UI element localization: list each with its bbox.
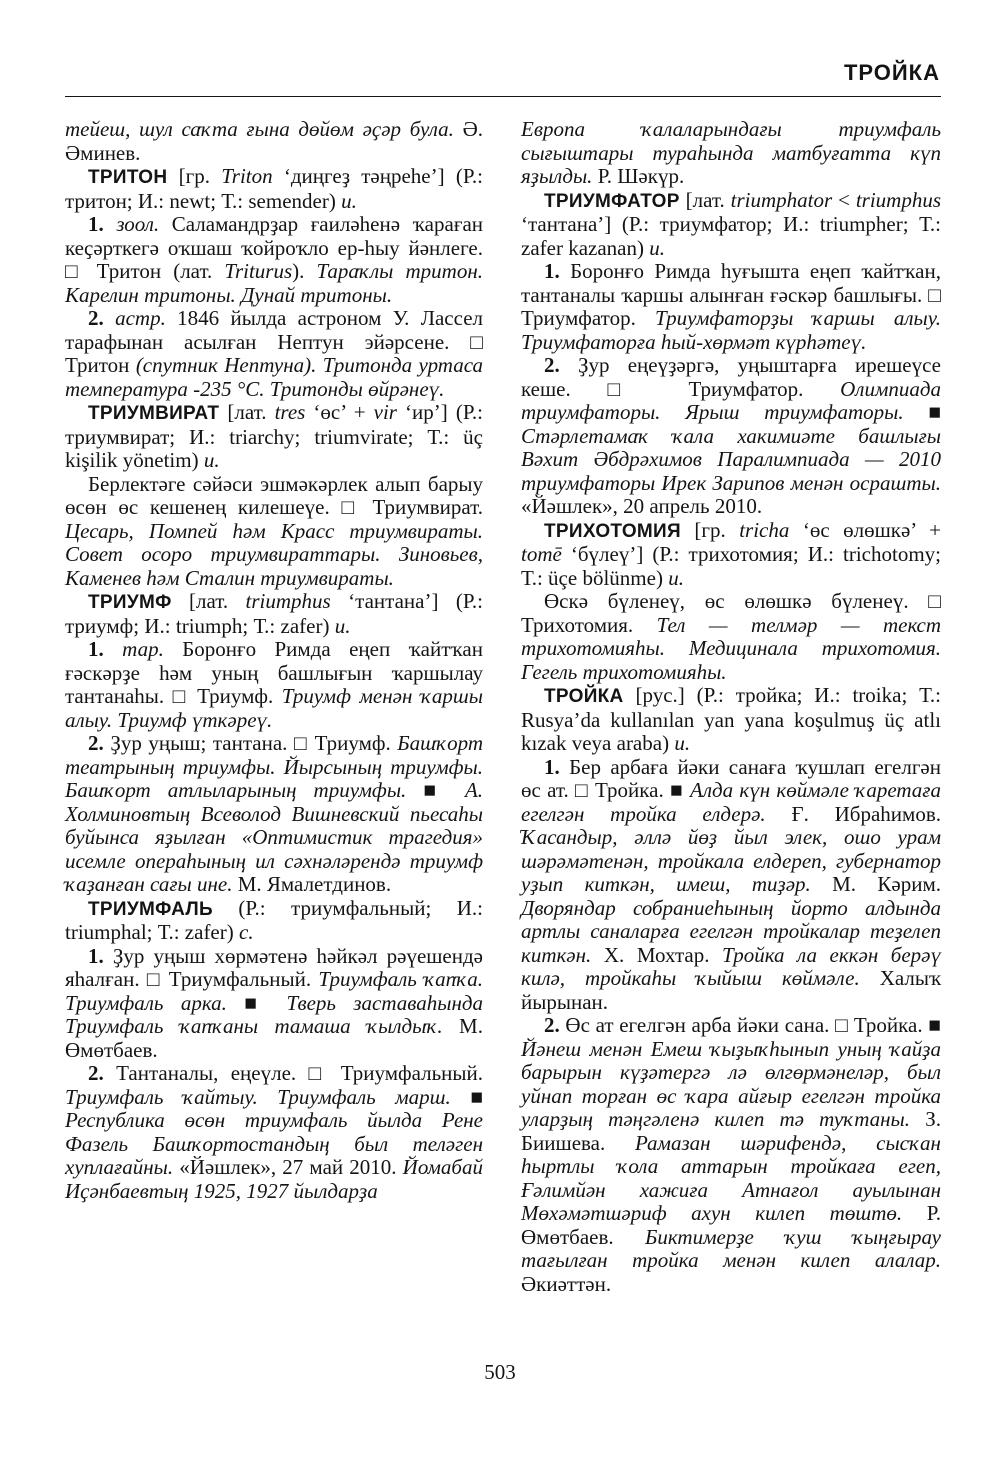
sense-number: 2. [544, 353, 560, 377]
italic-text: Йомабай Иҫәнбаевтың 1925, 1927 йылдарҙа [65, 1155, 483, 1203]
sense-number: 1. [88, 943, 104, 968]
header-rule [65, 96, 941, 97]
plain-text: (Р.: триумфальный; И.: triumphal; Т.: zafer) [65, 895, 483, 944]
plain-text: М. Кәрим. [810, 872, 941, 896]
plain-text: [гр. [167, 164, 222, 188]
italic-text: triumphus [245, 589, 331, 613]
plain-text: [лат. [679, 187, 731, 212]
italic-text: зоол. [116, 212, 160, 236]
plain-text: Ә. Әминев. [65, 117, 483, 165]
headword: ТРИУМФ [88, 592, 172, 613]
plain-text: Өс ат егелгән арба йәки сана. □ Тройка. ■ [559, 1013, 941, 1037]
headword: ТРИУМФАТОР [544, 190, 680, 212]
entry-paragraph [521, 684, 941, 756]
headword: ТРИУМФАЛЬ [88, 898, 213, 920]
plain-text: З. Биишева. [521, 1107, 941, 1155]
plain-text: Ғ. Ибраһимов. [765, 801, 941, 826]
continued-paragraph [65, 118, 483, 165]
entry-paragraph [521, 189, 941, 261]
entry-paragraph [65, 945, 483, 1063]
italic-text: Triturus [224, 259, 293, 283]
plain-text [104, 637, 122, 661]
plain-text: ■ [226, 990, 287, 1015]
italic-text: астр. [115, 306, 166, 330]
italic-text: и. [341, 188, 357, 213]
entry-paragraph [65, 401, 483, 473]
plain-text: Берлектәге сәйәси эшмәкәрлек алып барыу өсөн өс кешенең килешеүе. □ Триумвират. [65, 471, 483, 519]
plain-text: ‘тантана’] (Р.: триумф; И.: triumph; Т.: zafer) [65, 589, 483, 638]
plain-text: М. Өмөтбаев. [65, 1014, 483, 1062]
sense-number: 1. [88, 637, 104, 661]
plain-text: ■ [903, 400, 941, 424]
plain-text: ‘өс өлөшкә’ + [789, 517, 942, 542]
plain-text: Боронғо Римда һуғышта еңеп ҡайтҡан, тантаналы ҡаршы алынған ғәскәр башлығы. □ Триумфатор. [521, 259, 941, 330]
entry-paragraph [65, 1062, 483, 1203]
entry-paragraph [65, 638, 483, 732]
left-column [65, 118, 483, 1203]
entry-paragraph [65, 590, 483, 638]
entry-paragraph [65, 473, 483, 591]
italic-text: vir [373, 400, 397, 424]
sense-number: 2. [88, 306, 104, 330]
plain-text: Саламандрҙар ғаиләһенә ҡараған кеҫәрткегә оҡшаш ҡойроҡло ер-һыу йәнлеге. □ Тритон (лат. [65, 212, 483, 283]
entry-paragraph [65, 897, 483, 945]
plain-text: ■ [450, 1084, 484, 1109]
italic-text: Триумфаль ҡайтыу. Триумфаль марш. [65, 1084, 451, 1109]
plain-text: ‘диңгеҙ тәңреһе’] (Р.: тритон; И.: newt; Т.: semender) [65, 164, 483, 213]
plain-text: Х. Мохтар. [591, 942, 723, 967]
entry-paragraph [65, 213, 483, 307]
italic-text: тейеш, шул саҡта ғына дөйөм әҫәр була. [65, 117, 454, 141]
italic-text: tres [274, 400, 306, 424]
running-head: ТРОЙКА [843, 60, 940, 85]
italic-text: Европа ҡалаларындағы триумфаль сығыштары тураһында матбуғатта күп яҙылды. [521, 117, 941, 188]
plain-text: Тантаналы, еңеүле. □ Триумфальный. [103, 1061, 483, 1085]
italic-text: Дворяндар собраниеһының йорто алдында артлы саналарға егелгән тройкалар теҙелеп киткән. [521, 895, 941, 967]
entry-paragraph [521, 590, 941, 684]
italic-text: Рамазан шәрифендә, сысҡан һыртлы ҡола аттарын тройкаға егеп, Ғәлимйән хажиға Атнағол ауылынан Мөхәмәтшәриф ахун килеп төштө. [521, 1130, 941, 1225]
italic-text: Биктимерҙе ҡуш ҡыңғырау тағылған тройка менән килеп алалар. [521, 1224, 941, 1272]
page-number: 503 [484, 1360, 516, 1384]
plain-text: М. Ямалетдинов. [232, 872, 392, 896]
entry-paragraph [65, 307, 483, 401]
italic-text: и. [668, 565, 684, 590]
plain-text: «Йәшлек», 20 апрель 2010. [521, 494, 763, 518]
italic-text: Триумф менән ҡаршы алыу. Триумф үткәреү. [65, 684, 483, 732]
italic-text: tomē [521, 542, 562, 566]
headword: ТРИТОН [88, 167, 168, 188]
plain-text: 1846 йылда астроном У. Лассел тарафынан асылған Нептун эйәрсене. □ Тритон [65, 306, 484, 377]
plain-text: ‘бүлеү’] (Р.: трихотомия; И.: trichotomy; Т.: üçe bölünme) [521, 542, 941, 590]
italic-text: Триумфаль ҡапҡа. Триумфаль арка. [65, 967, 483, 1015]
headword: ТРИУМВИРАТ [88, 403, 220, 424]
italic-text: Триумфаторҙы ҡаршы алыу. Триумфаторға һый-хөрмәт күрһәтеү. [521, 306, 941, 354]
italic-text: с. [239, 920, 254, 944]
italic-text: тар. [122, 637, 164, 661]
italic-text: Йәнеш менән Емеш ҡыҙыҡһынып уның ҡайҙа барырын күҙәтергә лә өлгөрмәнеләр, был уйнап торған өс ҡара айғыр егелгән тройка уларҙың тәңгәленә килеп тә туҡтаны. [521, 1036, 941, 1131]
plain-text: ). [292, 259, 317, 283]
plain-text [104, 212, 117, 236]
italic-text: triumphus [855, 187, 941, 212]
plain-text: [рус.] (Р.: тройка; И.: troika; Т.: Rusya’da kullanılan yan yana koşulmuş üç atlı kızak veya araba) [521, 683, 941, 755]
italic-text: Башҡорт театрының триумфы. Йырсының триумфы. Башҡорт атлыларының триумфы. [65, 731, 483, 802]
italic-text: triumphator [730, 187, 833, 212]
sense-number: 1. [544, 259, 560, 283]
sense-number: 2. [88, 1061, 104, 1085]
italic-text: Республика өсөн триумфаль йылда Рене Фазель Башҡортостандың был теләген хуплағайны. [65, 1108, 483, 1179]
plain-text: [гр. [680, 517, 740, 542]
entry-paragraph [521, 1014, 941, 1296]
plain-text: [лат. [171, 589, 246, 613]
plain-text: Р. Шәкүр. [592, 164, 685, 188]
plain-text: Халыҡ йырынан. [521, 966, 941, 1014]
sense-number: 2. [88, 731, 104, 755]
plain-text: Ҙур еңеүҙәргә, уңыштарға ирешеүсе кеше. □ Триумфатор. [521, 353, 941, 401]
sense-number: 1. [88, 212, 104, 236]
plain-text: ■ [406, 778, 465, 802]
plain-text: ‘ир’] (Р.: триумвират; И.: triarchy; triumvirate; Т.: üç kişilik yönetim) [65, 400, 483, 472]
right-column [521, 118, 941, 1296]
plain-text: Өскә бүленеү, өс өлөшкә бүленеү. □ Трихотомия. [521, 589, 941, 637]
entry-paragraph [521, 519, 941, 591]
italic-text: Тараҡлы тритон. Карелин тритоны. Дунай тритоны. [65, 259, 484, 307]
entry-paragraph [65, 732, 483, 897]
plain-text: ‘тантана’] (Р.: триумфатор; И.: triumpher; Т.: zafer kazanan) [521, 212, 941, 260]
italic-text: А. Холминовтың Всеволод Вишневский пьесаһы буйынса яҙылған «Оптимистик трагедия» исемле операһының ил сәхнәләрендә триумф ҡаҙанған сағы ине. [65, 778, 484, 896]
plain-text: Р. Өмөтбаев. [521, 1201, 941, 1249]
continued-paragraph [521, 118, 941, 189]
plain-text: Бер арбаға йәки санаға ҡушлап егелгән өс ат. □ Тройка. ■ [521, 754, 941, 802]
plain-text: Ҙур уңыш хөрмәтенә һәйкәл рәүешендә яһалған. □ Триумфальный. [65, 943, 483, 991]
italic-text: Цесарь, Помпей һәм Красс триумвираты. Совет осоро триумвираттары. Зиновьев, Каменев һәм Сталин триумвираты. [65, 518, 483, 590]
entry-paragraph [521, 756, 941, 1015]
headword: ТРИХОТОМИЯ [544, 520, 681, 542]
plain-text: [лат. [219, 400, 275, 424]
italic-text: Тел — телмәр — текст трихотомияһы. Медицинала трихотомия. Гегель трихотомияһы. [521, 612, 941, 684]
italic-text: и. [649, 235, 665, 260]
italic-text: Ҡасандыр, әллә йөҙ йыл элек, ошо урам шәрәмәтенән, тройкала елдереп, губернатор уҙып киткән, имеш, тиҙәр. [521, 825, 941, 896]
headword: ТРОЙКА [544, 686, 624, 707]
italic-text: (спутник Нептуна). Тритонда уртаса температура -235 °C. Тритонды өйрәнеү. [65, 353, 484, 401]
entry-paragraph [65, 165, 483, 213]
entry-paragraph [521, 260, 941, 354]
italic-text: Алда күн көймәле ҡаретаға егелгән тройка елдерә. [521, 778, 941, 826]
plain-text: Боронғо Римда еңеп ҡайтҡан ғәскәрҙе һәм уның башлығын ҡаршылау тантанаһы. □ Триумф. [65, 637, 483, 708]
sense-number: 1. [544, 754, 560, 779]
italic-text: и. [674, 731, 691, 755]
plain-text [104, 306, 115, 330]
italic-text: и. [203, 448, 220, 472]
entry-paragraph [521, 354, 941, 519]
italic-text: tricha [739, 517, 790, 542]
italic-text: Triton [221, 164, 273, 188]
plain-text: «Йәшлек», 27 май 2010. [173, 1155, 403, 1179]
sense-number: 2. [544, 1013, 560, 1037]
plain-text: Әкиәттән. [521, 1271, 612, 1296]
italic-text: и. [334, 613, 351, 638]
plain-text: Ҙур уңыш; тантана. □ Триумф. [103, 731, 398, 755]
italic-text: Стәрлетамаҡ ҡала хакимиәте башлығы Вәхит Әбдрәхимов Паралимпиада — 2010 триумфаторы Ирек Зарипов менән осрашты. [521, 423, 941, 495]
plain-text: ‘өс’ + [305, 400, 374, 424]
italic-text: Олимпиада триумфаторы. Ярыш триумфаторы. [521, 376, 941, 424]
italic-text: Тверь заставаһында Триумфаль ҡапҡаны тамаша ҡылдыҡ. [65, 990, 484, 1038]
italic-text: Тройка ла еккән берәү килә, тройкаһы ҡыйыш көймәле. [521, 942, 941, 990]
plain-text: < [832, 187, 856, 212]
